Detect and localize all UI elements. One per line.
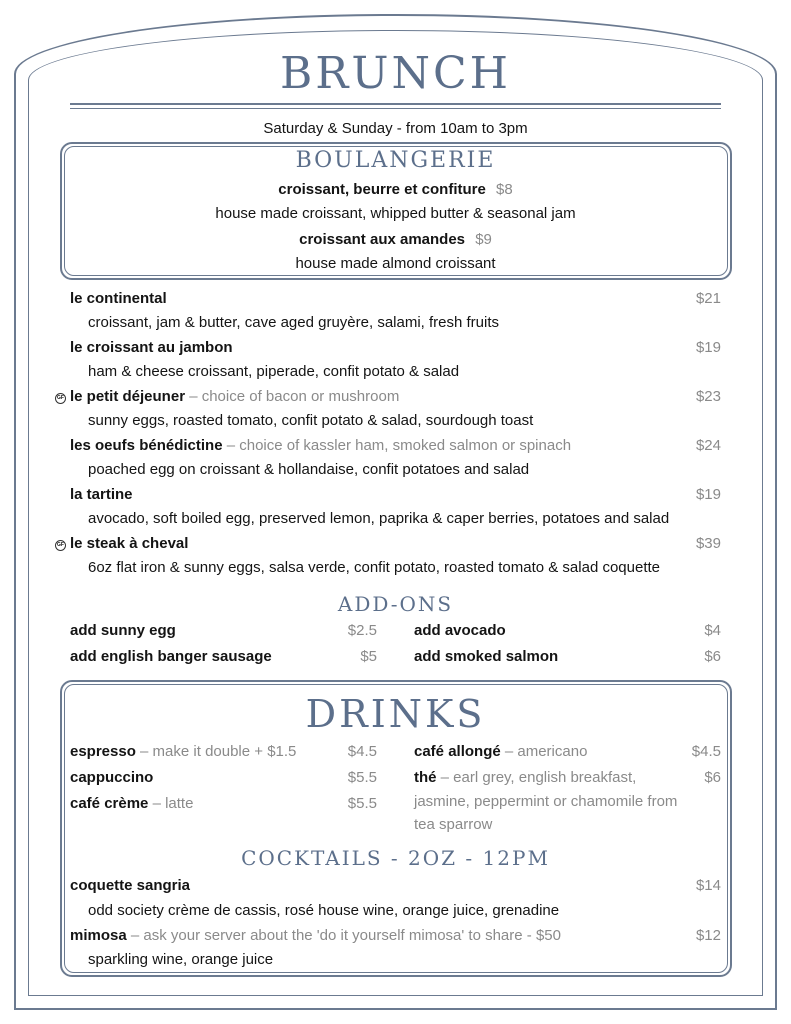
menu-item <box>0 181 791 198</box>
drink-note-continued: tea sparrow <box>414 816 493 833</box>
drink-item <box>414 769 636 786</box>
cocktail-price: $14 <box>695 877 721 894</box>
drink-note: – make it double + $1.5 <box>135 743 297 760</box>
cocktail-desc: sparkling wine, orange juice <box>88 951 274 968</box>
drink-item <box>70 795 193 812</box>
drink-note: – americano <box>500 743 588 760</box>
main-item <box>70 486 133 503</box>
drink-name: cappuccino <box>70 769 154 786</box>
item-desc: house made croissant, whipped butter & seasonal jam <box>215 205 576 222</box>
page-title: BRUNCH <box>279 48 512 99</box>
cocktail-item <box>70 877 190 894</box>
item-name: la tartine <box>70 486 133 503</box>
drink-name: café allongé <box>414 743 501 760</box>
drink-item <box>70 743 296 760</box>
item-desc: 6oz flat iron & sunny eggs, salsa verde, confit potato, roasted tomato & salad coquette <box>88 559 661 576</box>
addon-price: $2.5 <box>347 622 377 639</box>
cocktail-desc: odd society crème de cassis, rosé house wine, orange juice, grenadine <box>88 902 560 919</box>
item-price: $8 <box>496 181 513 198</box>
item-price: $9 <box>475 231 492 248</box>
cocktails-heading: COCKTAILS - 2OZ - 12PM <box>241 846 550 870</box>
drink-note: – latte <box>148 795 194 812</box>
drink-note-continued: jasmine, peppermint or chamomile from <box>414 793 678 810</box>
addon-name: add sunny egg <box>70 622 176 639</box>
item-desc: sunny eggs, roasted tomato, confit potato & salad, sourdough toast <box>88 412 534 429</box>
cocktail-item <box>70 927 561 944</box>
item-name: croissant, beurre et confiture <box>278 181 486 198</box>
gluten-free-badge-icon: GF <box>55 393 66 404</box>
drinks-heading: DRINKS <box>305 692 486 736</box>
cocktail-name: coquette sangria <box>70 877 191 894</box>
item-name: le steak à cheval <box>70 535 189 552</box>
item-desc: ham & cheese croissant, piperade, confit potato & salad <box>88 363 460 380</box>
drink-item <box>414 743 587 760</box>
drink-note: – earl grey, english breakfast, <box>436 769 637 786</box>
cocktail-note: – ask your server about the 'do it yourself mimosa' to share - $50 <box>126 927 561 944</box>
addon-price: $5 <box>360 648 377 665</box>
subtitle: Saturday & Sunday - from 10am to 3pm <box>263 120 528 137</box>
main-item <box>70 388 399 405</box>
main-item <box>70 535 188 552</box>
drink-price: $6 <box>704 769 721 786</box>
item-note: – choice of bacon or mushroom <box>185 388 400 405</box>
item-note: – choice of kassler ham, smoked salmon or spinach <box>222 437 572 454</box>
item-name: le petit déjeuner <box>70 388 186 405</box>
item-desc: avocado, soft boiled egg, preserved lemon, paprika & caper berries, potatoes and salad <box>88 510 670 527</box>
main-item <box>70 290 167 307</box>
item-name: croissant aux amandes <box>299 231 466 248</box>
cocktail-price: $12 <box>695 927 721 944</box>
item-price: $23 <box>695 388 721 405</box>
drink-name: thé <box>414 769 437 786</box>
addon-price: $4 <box>704 622 721 639</box>
addon-price: $6 <box>704 648 721 665</box>
item-price: $39 <box>695 535 721 552</box>
addons-heading: ADD-ONS <box>337 592 454 616</box>
addon-name: add english banger sausage <box>70 648 272 665</box>
drink-name: espresso <box>70 743 136 760</box>
drink-price: $5.5 <box>347 795 377 812</box>
drink-price: $4.5 <box>691 743 721 760</box>
drink-item <box>70 769 153 786</box>
addon-name: add avocado <box>414 622 506 639</box>
item-price: $21 <box>695 290 721 307</box>
main-item <box>70 339 233 356</box>
item-name: le continental <box>70 290 167 307</box>
addon-name: add smoked salmon <box>414 648 559 665</box>
item-price: $24 <box>695 437 721 454</box>
item-price: $19 <box>695 339 721 356</box>
item-desc: house made almond croissant <box>295 255 496 272</box>
drink-price: $4.5 <box>347 743 377 760</box>
item-name: le croissant au jambon <box>70 339 233 356</box>
drink-name: café crème <box>70 795 149 812</box>
title-rule-top <box>70 103 721 105</box>
item-price: $19 <box>695 486 721 503</box>
drink-price: $5.5 <box>347 769 377 786</box>
item-desc: poached egg on croissant & hollandaise, confit potatoes and salad <box>88 461 530 478</box>
title-rule-bottom <box>70 108 721 109</box>
menu-item <box>0 231 791 248</box>
main-item <box>70 437 571 454</box>
item-desc: croissant, jam & butter, cave aged gruyère, salami, fresh fruits <box>88 314 500 331</box>
boulangerie-heading: BOULANGERIE <box>295 148 496 173</box>
cocktail-name: mimosa <box>70 927 127 944</box>
item-name: les oeufs bénédictine <box>70 437 223 454</box>
gluten-free-badge-icon: GF <box>55 540 66 551</box>
